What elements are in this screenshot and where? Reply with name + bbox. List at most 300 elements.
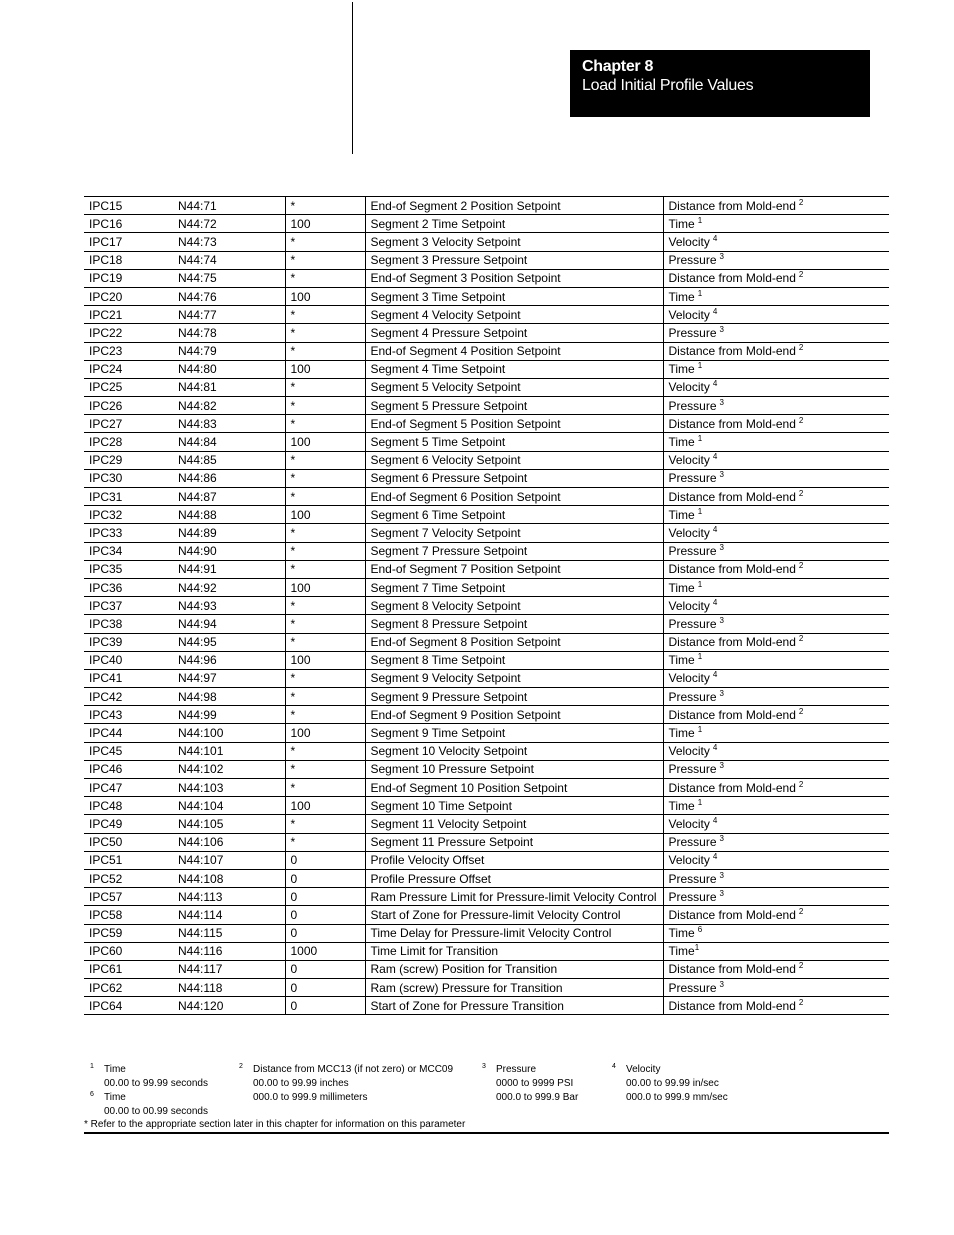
- param-id: IPC57: [89, 889, 123, 904]
- address-cell: [173, 360, 285, 378]
- default-value: 1000: [290, 944, 318, 959]
- description: Segment 5 Time Setpoint: [370, 435, 506, 450]
- footnote-ref: 1: [697, 652, 703, 662]
- address-cell: [173, 997, 285, 1015]
- description: Start of Zone for Pressure Transition: [370, 998, 564, 1013]
- param-id: IPC48: [89, 798, 123, 813]
- param-id-cell: [84, 742, 173, 760]
- default-value-cell: [285, 760, 365, 778]
- footnote-line: 000.0 to 999.9 Bar: [496, 1092, 579, 1103]
- footnote-ref: 4: [712, 743, 718, 753]
- address: N44:116: [178, 944, 223, 959]
- description: End-of Segment 3 Position Setpoint: [370, 271, 561, 286]
- address: N44:107: [178, 853, 224, 868]
- param-id-cell: [84, 797, 173, 815]
- address: N44:80: [178, 362, 217, 377]
- footnote-ref: 1: [697, 579, 703, 589]
- address-cell: [173, 233, 285, 251]
- description: Start of Zone for Pressure-limit Velocity Control: [370, 907, 621, 922]
- param-id: IPC34: [89, 544, 123, 559]
- default-value: 0: [290, 980, 298, 995]
- default-value-cell: [285, 615, 365, 633]
- footnote-ref: 4: [712, 524, 718, 534]
- param-id: IPC19: [89, 271, 123, 286]
- description-cell: [365, 997, 663, 1015]
- units: Pressure: [668, 762, 717, 777]
- chapter-title: Load Initial Profile Values: [582, 77, 754, 94]
- param-id-cell: [84, 342, 173, 360]
- units: Pressure: [668, 980, 717, 995]
- address-cell: [173, 197, 285, 215]
- default-value-cell: [285, 233, 365, 251]
- footnotes: [84, 1063, 889, 1133]
- footnote-ref: 1: [694, 943, 700, 953]
- table-row: [84, 651, 889, 669]
- units: Time: [668, 653, 695, 668]
- footnote-ref: 1: [697, 361, 703, 371]
- footnote-mark: 1: [90, 1063, 94, 1070]
- units: Distance from Mold-end: [668, 416, 796, 431]
- default-value-cell: [285, 997, 365, 1015]
- footnote-ref: 4: [712, 233, 718, 243]
- units-cell: [663, 197, 889, 215]
- param-id-cell: [84, 997, 173, 1015]
- param-id: IPC40: [89, 653, 123, 668]
- default-value: 0: [290, 962, 298, 977]
- description-cell: [365, 469, 663, 487]
- default-value: 0: [290, 998, 298, 1013]
- footnote-ref: 3: [719, 252, 724, 262]
- parameter-table: [84, 196, 889, 1015]
- units-cell: [663, 942, 889, 960]
- footnote-ref: 4: [712, 852, 718, 862]
- table-row: [84, 306, 889, 324]
- description-cell: [365, 269, 663, 287]
- param-id-cell: [84, 269, 173, 287]
- param-id: IPC36: [89, 580, 123, 595]
- units: Velocity: [668, 525, 710, 540]
- description: End-of Segment 8 Position Setpoint: [370, 635, 561, 650]
- address-cell: [173, 306, 285, 324]
- footnote-line: 00.00 to 99.99 in/sec: [626, 1078, 719, 1089]
- param-id-cell: [84, 488, 173, 506]
- units: Pressure: [668, 871, 717, 886]
- description-cell: [365, 869, 663, 887]
- units: Distance from Mold-end: [668, 962, 796, 977]
- units-cell: [663, 997, 889, 1015]
- param-id-cell: [84, 815, 173, 833]
- param-id-cell: [84, 960, 173, 978]
- default-value: 0: [290, 853, 298, 868]
- default-value: *: [290, 416, 296, 431]
- footnote-mark: 4: [612, 1063, 616, 1070]
- param-id-cell: [84, 651, 173, 669]
- default-value: *: [290, 635, 296, 650]
- units: Velocity: [668, 453, 710, 468]
- param-id: IPC37: [89, 598, 123, 613]
- address-cell: [173, 397, 285, 415]
- units-cell: [663, 706, 889, 724]
- param-id-cell: [84, 397, 173, 415]
- units-cell: [663, 269, 889, 287]
- default-value: *: [290, 562, 296, 577]
- default-value: *: [290, 307, 296, 322]
- default-value-cell: [285, 397, 365, 415]
- table-row: [84, 906, 889, 924]
- description-cell: [365, 306, 663, 324]
- footnote-ref: 1: [697, 506, 703, 516]
- param-id: IPC51: [89, 853, 123, 868]
- table-row: [84, 251, 889, 269]
- description-cell: [365, 378, 663, 396]
- address: N44:100: [178, 726, 224, 741]
- default-value: *: [290, 253, 296, 268]
- footnote-line: 00.00 to 00.99 seconds: [104, 1106, 208, 1117]
- table-row: [84, 233, 889, 251]
- address-cell: [173, 797, 285, 815]
- table-row: [84, 287, 889, 305]
- default-value-cell: [285, 742, 365, 760]
- table-row: [84, 997, 889, 1015]
- units: Pressure: [668, 544, 717, 559]
- default-value: *: [290, 380, 296, 395]
- bottom-rule: [84, 1132, 889, 1134]
- default-value: *: [290, 780, 296, 795]
- address-cell: [173, 324, 285, 342]
- address: N44:73: [178, 234, 217, 249]
- footnote-ref: 4: [712, 670, 718, 680]
- table-row: [84, 942, 889, 960]
- default-value: *: [290, 398, 296, 413]
- param-id: IPC24: [89, 362, 123, 377]
- param-id-cell: [84, 524, 173, 542]
- description: End-of Segment 4 Position Setpoint: [370, 344, 561, 359]
- address-cell: [173, 833, 285, 851]
- units-cell: [663, 415, 889, 433]
- footnote-ref: 3: [719, 397, 724, 407]
- param-id-cell: [84, 633, 173, 651]
- units-cell: [663, 560, 889, 578]
- footnote-ref: 6: [697, 925, 703, 935]
- units-cell: [663, 651, 889, 669]
- default-value-cell: [285, 524, 365, 542]
- table-row: [84, 378, 889, 396]
- address-cell: [173, 451, 285, 469]
- footnote-ref: 1: [697, 434, 703, 444]
- param-id: IPC17: [89, 234, 123, 249]
- table-row: [84, 506, 889, 524]
- param-id-cell: [84, 506, 173, 524]
- description: Segment 7 Time Setpoint: [370, 580, 506, 595]
- description: Segment 4 Velocity Setpoint: [370, 307, 521, 322]
- param-id: IPC50: [89, 835, 123, 850]
- address: N44:86: [178, 471, 217, 486]
- default-value-cell: [285, 488, 365, 506]
- param-id-cell: [84, 451, 173, 469]
- address: N44:78: [178, 325, 217, 340]
- description: Segment 10 Pressure Setpoint: [370, 762, 534, 777]
- default-value: 0: [290, 907, 298, 922]
- param-id-cell: [84, 979, 173, 997]
- units: Time: [668, 216, 695, 231]
- address-cell: [173, 542, 285, 560]
- footnote-ref: 2: [798, 779, 804, 789]
- units: Pressure: [668, 616, 717, 631]
- param-id-cell: [84, 287, 173, 305]
- address-cell: [173, 469, 285, 487]
- param-id: IPC60: [89, 944, 123, 959]
- description-cell: [365, 815, 663, 833]
- default-value: *: [290, 234, 296, 249]
- default-value: *: [290, 762, 296, 777]
- footnote-line: 00.00 to 99.99 seconds: [104, 1078, 208, 1089]
- description: Segment 6 Time Setpoint: [370, 507, 506, 522]
- units-cell: [663, 869, 889, 887]
- param-id: IPC28: [89, 435, 123, 450]
- units-cell: [663, 469, 889, 487]
- address: N44:81: [178, 380, 217, 395]
- units: Velocity: [668, 234, 710, 249]
- address-cell: [173, 815, 285, 833]
- units: Pressure: [668, 471, 717, 486]
- default-value-cell: [285, 724, 365, 742]
- address: N44:102: [178, 762, 224, 777]
- address: N44:114: [178, 907, 223, 922]
- description: Time Limit for Transition: [370, 944, 499, 959]
- address: N44:108: [178, 871, 224, 886]
- footnote-ref: 3: [719, 870, 724, 880]
- default-value-cell: [285, 197, 365, 215]
- units-cell: [663, 360, 889, 378]
- address-cell: [173, 578, 285, 596]
- description: Segment 8 Velocity Setpoint: [370, 598, 521, 613]
- description-cell: [365, 360, 663, 378]
- param-id: IPC15: [89, 198, 123, 213]
- param-id: IPC16: [89, 216, 123, 231]
- table-row: [84, 560, 889, 578]
- default-value: *: [290, 598, 296, 613]
- table-row: [84, 597, 889, 615]
- address: N44:93: [178, 598, 217, 613]
- description: Segment 11 Velocity Setpoint: [370, 816, 527, 831]
- param-id: IPC39: [89, 635, 123, 650]
- footnote-ref: 2: [798, 906, 804, 916]
- description-cell: [365, 197, 663, 215]
- address-cell: [173, 215, 285, 233]
- footnote-line: 000.0 to 999.9 mm/sec: [626, 1092, 728, 1103]
- chapter-header: [570, 50, 870, 117]
- param-id-cell: [84, 615, 173, 633]
- description: Segment 4 Pressure Setpoint: [370, 325, 528, 340]
- units: Time: [668, 580, 695, 595]
- units-cell: [663, 524, 889, 542]
- units: Pressure: [668, 689, 717, 704]
- units: Time: [668, 435, 695, 450]
- default-value: 100: [290, 798, 311, 813]
- table-row: [84, 688, 889, 706]
- units-cell: [663, 488, 889, 506]
- param-id: IPC46: [89, 762, 123, 777]
- table-row: [84, 979, 889, 997]
- address: N44:83: [178, 416, 217, 431]
- default-value-cell: [285, 906, 365, 924]
- table-row: [84, 451, 889, 469]
- description: Segment 5 Velocity Setpoint: [370, 380, 521, 395]
- default-value-cell: [285, 779, 365, 797]
- description-cell: [365, 742, 663, 760]
- description-cell: [365, 633, 663, 651]
- default-value-cell: [285, 378, 365, 396]
- address: N44:91: [178, 562, 217, 577]
- footnote-line: 000.0 to 999.9 millimeters: [253, 1092, 368, 1103]
- description-cell: [365, 706, 663, 724]
- units: Time: [668, 944, 695, 959]
- param-id: IPC43: [89, 707, 123, 722]
- default-value-cell: [285, 324, 365, 342]
- description: Segment 9 Time Setpoint: [370, 726, 506, 741]
- table-row: [84, 724, 889, 742]
- units-cell: [663, 724, 889, 742]
- footnote-ref: 3: [719, 324, 724, 334]
- description-cell: [365, 597, 663, 615]
- address-cell: [173, 888, 285, 906]
- units: Pressure: [668, 835, 717, 850]
- default-value: *: [290, 707, 296, 722]
- address-cell: [173, 669, 285, 687]
- description: Segment 8 Time Setpoint: [370, 653, 506, 668]
- table-row: [84, 397, 889, 415]
- param-id: IPC32: [89, 507, 123, 522]
- units: Velocity: [668, 671, 710, 686]
- param-id: IPC49: [89, 816, 123, 831]
- default-value: 100: [290, 507, 311, 522]
- default-value: *: [290, 689, 296, 704]
- description-cell: [365, 578, 663, 596]
- table-row: [84, 488, 889, 506]
- description-cell: [365, 724, 663, 742]
- address-cell: [173, 560, 285, 578]
- default-value: 0: [290, 926, 298, 941]
- units: Velocity: [668, 598, 710, 613]
- description: Segment 6 Velocity Setpoint: [370, 453, 521, 468]
- table-row: [84, 615, 889, 633]
- description-cell: [365, 851, 663, 869]
- description: Segment 7 Pressure Setpoint: [370, 544, 528, 559]
- address-cell: [173, 433, 285, 451]
- units-cell: [663, 669, 889, 687]
- address-cell: [173, 869, 285, 887]
- description-cell: [365, 397, 663, 415]
- address-cell: [173, 960, 285, 978]
- default-value-cell: [285, 506, 365, 524]
- address-cell: [173, 779, 285, 797]
- description: End-of Segment 5 Position Setpoint: [370, 416, 561, 431]
- footnote-ref: 2: [798, 343, 804, 353]
- default-value-cell: [285, 924, 365, 942]
- units: Time: [668, 798, 695, 813]
- description-cell: [365, 760, 663, 778]
- description-cell: [365, 615, 663, 633]
- default-value-cell: [285, 797, 365, 815]
- table-row: [84, 415, 889, 433]
- default-value: *: [290, 344, 296, 359]
- units: Pressure: [668, 398, 717, 413]
- param-id: IPC35: [89, 562, 123, 577]
- units: Time: [668, 726, 695, 741]
- description-cell: [365, 233, 663, 251]
- footnote-ref: 2: [798, 961, 804, 971]
- footnote-ref: 1: [697, 725, 703, 735]
- description-cell: [365, 924, 663, 942]
- footnote-ref: 4: [712, 452, 718, 462]
- param-id-cell: [84, 760, 173, 778]
- address: N44:98: [178, 689, 217, 704]
- description: Segment 10 Velocity Setpoint: [370, 744, 528, 759]
- param-id-cell: [84, 251, 173, 269]
- description: End-of Segment 9 Position Setpoint: [370, 707, 561, 722]
- param-id: IPC38: [89, 616, 123, 631]
- description: Segment 10 Time Setpoint: [370, 798, 512, 813]
- address-cell: [173, 760, 285, 778]
- description: Segment 3 Velocity Setpoint: [370, 234, 521, 249]
- units-cell: [663, 833, 889, 851]
- param-id-cell: [84, 306, 173, 324]
- description-cell: [365, 833, 663, 851]
- description: Segment 2 Time Setpoint: [370, 216, 506, 231]
- footnote-title: Pressure: [496, 1064, 537, 1075]
- address: N44:99: [178, 707, 217, 722]
- description-cell: [365, 960, 663, 978]
- param-id: IPC20: [89, 289, 123, 304]
- param-id: IPC27: [89, 416, 123, 431]
- table-row: [84, 669, 889, 687]
- default-value: 100: [290, 653, 311, 668]
- param-id: IPC21: [89, 307, 123, 322]
- param-id: IPC33: [89, 525, 123, 540]
- address-cell: [173, 251, 285, 269]
- default-value-cell: [285, 979, 365, 997]
- units-cell: [663, 906, 889, 924]
- description-cell: [365, 688, 663, 706]
- footnote-ref: 4: [712, 815, 718, 825]
- footnote-ref: 2: [798, 415, 804, 425]
- description: Segment 11 Pressure Setpoint: [370, 835, 534, 850]
- default-value: *: [290, 835, 296, 850]
- param-id: IPC30: [89, 471, 123, 486]
- description-cell: [365, 342, 663, 360]
- address-cell: [173, 506, 285, 524]
- param-id-cell: [84, 360, 173, 378]
- default-value: *: [290, 489, 296, 504]
- address: N44:87: [178, 489, 217, 504]
- param-id-cell: [84, 542, 173, 560]
- address: N44:85: [178, 453, 217, 468]
- units: Distance from Mold-end: [668, 780, 796, 795]
- address-cell: [173, 615, 285, 633]
- footnote-line: 0000 to 9999 PSI: [496, 1078, 574, 1089]
- table-row: [84, 815, 889, 833]
- units-cell: [663, 979, 889, 997]
- footnote-ref: 4: [712, 597, 718, 607]
- default-value: *: [290, 271, 296, 286]
- description: Ram (screw) Pressure for Transition: [370, 980, 563, 995]
- table-row: [84, 869, 889, 887]
- address: N44:71: [178, 198, 217, 213]
- address-cell: [173, 378, 285, 396]
- param-id-cell: [84, 469, 173, 487]
- default-value-cell: [285, 415, 365, 433]
- description: Segment 7 Velocity Setpoint: [370, 525, 521, 540]
